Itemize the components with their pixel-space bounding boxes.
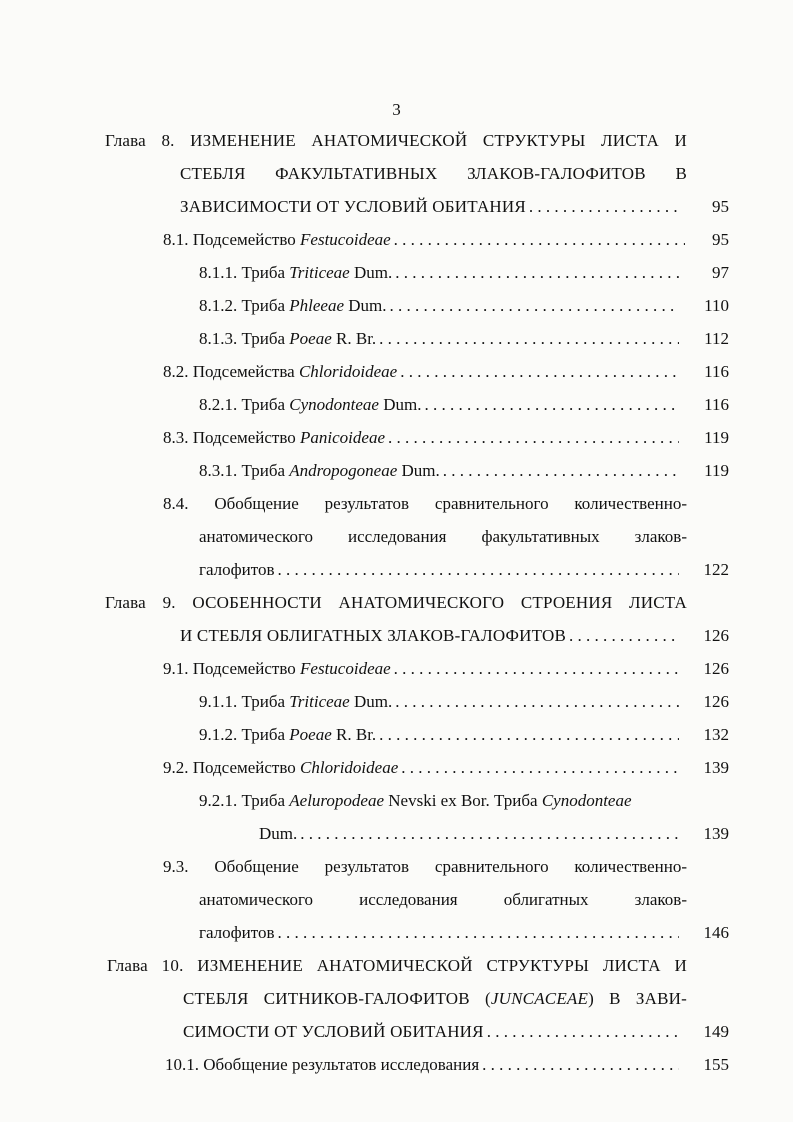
toc-entry-9-1 (163, 652, 679, 685)
toc-entry-8-4-page: 122 (703, 560, 729, 579)
toc-entry-8-3-1-title: 8.3.1. Триба Andropogoneae Dum. (199, 461, 440, 480)
toc-chapter-10-line-1: Глава 10. ИЗМЕНЕНИЕ АНАТОМИЧЕСКОЙ СТРУКТУРЫ ЛИСТА И (107, 956, 687, 975)
leader-dots (397, 355, 679, 388)
toc-chapter-9-page: 126 (703, 626, 729, 645)
toc-chapter-9-line-2 (180, 619, 679, 652)
leader-dots (398, 751, 679, 784)
leader-dots (391, 223, 685, 256)
toc-entry-8-3 (163, 421, 679, 454)
toc-entry-8-1-1-title: 8.1.1. Триба Triticeae Dum. (199, 263, 393, 282)
leader-dots (387, 289, 679, 322)
toc-chapter-8-page: 95 (712, 197, 729, 216)
toc-entry-8-4-line-3-text: галофитов (199, 560, 275, 579)
toc-chapter-10-page: 149 (703, 1022, 729, 1041)
toc-entry-9-1-1 (199, 685, 679, 718)
toc-chapter-10-line-2: СТЕБЛЯ СИТНИКОВ-ГАЛОФИТОВ (JUNCACEAE) В ЗАВИ- (183, 989, 687, 1008)
toc-entry-9-1-2-title: 9.1.2. Триба Poeae R. Br. (199, 725, 377, 744)
toc-entry-8-1-title: 8.1. Подсемейство Festucoideae (163, 230, 391, 249)
leader-dots (385, 421, 679, 454)
toc-entry-8-1-3 (199, 322, 679, 355)
toc-entry-9-3-line-2: анатомического исследования облигатных злаков- (199, 890, 687, 909)
toc-entry-9-2-title: 9.2. Подсемейство Chloridoideae (163, 758, 399, 777)
toc-chapter-9-line-2-text: И СТЕБЛЯ ОБЛИГАТНЫХ ЗЛАКОВ-ГАЛОФИТОВ (180, 626, 567, 645)
toc-entry-9-1-1-title: 9.1.1. Триба Triticeae Dum. (199, 692, 393, 711)
toc-entry-8-1-3-page: 112 (704, 329, 729, 348)
toc-entry-9-2-1-page: 139 (703, 824, 729, 843)
toc-entry-8-1-2-page: 110 (704, 296, 729, 315)
toc-entry-8-1-2 (199, 289, 679, 322)
toc-entry-8-4-line-3 (199, 553, 679, 586)
leader-dots (275, 916, 680, 949)
toc-entry-9-2-1-line-2-text: Dum. (259, 824, 298, 843)
toc-entry-9-2-page: 139 (703, 758, 729, 777)
toc-entry-9-3-line-3 (199, 916, 679, 949)
toc-chapter-10-line-3 (183, 1015, 679, 1048)
toc-entry-8-1-1 (199, 256, 685, 289)
toc-entry-10-1-title: 10.1. Обобщение результатов исследования (165, 1055, 480, 1074)
toc-entry-8-4-line-1: 8.4. Обобщение результатов сравнительного количественно- (163, 494, 687, 513)
leader-dots (484, 1015, 679, 1048)
toc-chapter-8-line-1: Глава 8. ИЗМЕНЕНИЕ АНАТОМИЧЕСКОЙ СТРУКТУРЫ ЛИСТА И (105, 131, 687, 150)
toc-entry-9-2-1-line-1: 9.2.1. Триба Aeluropodeae Nevski ex Bor. Триба Cynodonteae (199, 791, 632, 810)
leader-dots (391, 652, 679, 685)
toc-entry-9-3-line-3-text: галофитов (199, 923, 275, 942)
toc-entry-8-3-title: 8.3. Подсемейство Panicoideae (163, 428, 385, 447)
toc-entry-8-3-1 (199, 454, 679, 487)
toc-entry-8-2-1-title: 8.2.1. Триба Cynodonteae Dum. (199, 395, 422, 414)
toc-entry-8-2 (163, 355, 679, 388)
toc-entry-8-1-3-title: 8.1.3. Триба Poeae R. Br. (199, 329, 377, 348)
leader-dots (440, 454, 679, 487)
toc-entry-9-2-1-line-2 (259, 817, 679, 850)
toc-entry-8-1-page: 95 (712, 230, 729, 249)
toc-entry-9-1-2-page: 132 (703, 725, 729, 744)
leader-dots (566, 619, 679, 652)
toc-entry-8-1 (163, 223, 685, 256)
toc-entry-9-1-1-page: 126 (703, 692, 729, 711)
page-number: 3 (392, 100, 401, 119)
toc-entry-9-1-title: 9.1. Подсемейство Festucoideae (163, 659, 391, 678)
toc-entry-9-3-line-1: 9.3. Обобщение результатов сравнительного количественно- (163, 857, 687, 876)
toc-entry-10-1-page: 155 (703, 1055, 729, 1074)
toc-entry-8-2-title: 8.2. Подсемейства Chloridoideae (163, 362, 398, 381)
leader-dots (297, 817, 679, 850)
toc-chapter-10-line-3-text: СИМОСТИ ОТ УСЛОВИЙ ОБИТАНИЯ (183, 1022, 484, 1041)
leader-dots (392, 685, 679, 718)
toc-entry-9-3-page: 146 (703, 923, 729, 942)
toc-entry-8-1-2-title: 8.1.2. Триба Phleeae Dum. (199, 296, 387, 315)
leader-dots (376, 322, 679, 355)
toc-entry-9-1-2 (199, 718, 679, 751)
toc-chapter-8-line-3-text: ЗАВИСИМОСТИ ОТ УСЛОВИЙ ОБИТАНИЯ (180, 197, 526, 216)
toc-chapter-9-line-1: Глава 9. ОСОБЕННОСТИ АНАТОМИЧЕСКОГО СТРОЕНИЯ ЛИСТА (105, 593, 687, 612)
toc-entry-8-4-line-2: анатомического исследования факультативных злаков- (199, 527, 687, 546)
toc-chapter-8-line-3 (180, 190, 677, 223)
toc-entry-8-2-1 (199, 388, 679, 421)
toc-entry-8-3-1-page: 119 (704, 461, 729, 480)
toc-entry-10-1 (165, 1048, 679, 1081)
toc-entry-8-2-1-page: 116 (704, 395, 729, 414)
leader-dots (275, 553, 680, 586)
leader-dots (421, 388, 679, 421)
toc-chapter-8-line-2: СТЕБЛЯ ФАКУЛЬТАТИВНЫХ ЗЛАКОВ-ГАЛОФИТОВ В (180, 164, 687, 183)
leader-dots (526, 190, 677, 223)
toc-entry-8-1-1-page: 97 (712, 263, 729, 282)
toc-entry-9-2 (163, 751, 679, 784)
toc-entry-8-2-page: 116 (704, 362, 729, 381)
toc-entry-8-3-page: 119 (704, 428, 729, 447)
leader-dots (479, 1048, 679, 1081)
leader-dots (392, 256, 685, 289)
toc-entry-9-1-page: 126 (703, 659, 729, 678)
leader-dots (376, 718, 679, 751)
